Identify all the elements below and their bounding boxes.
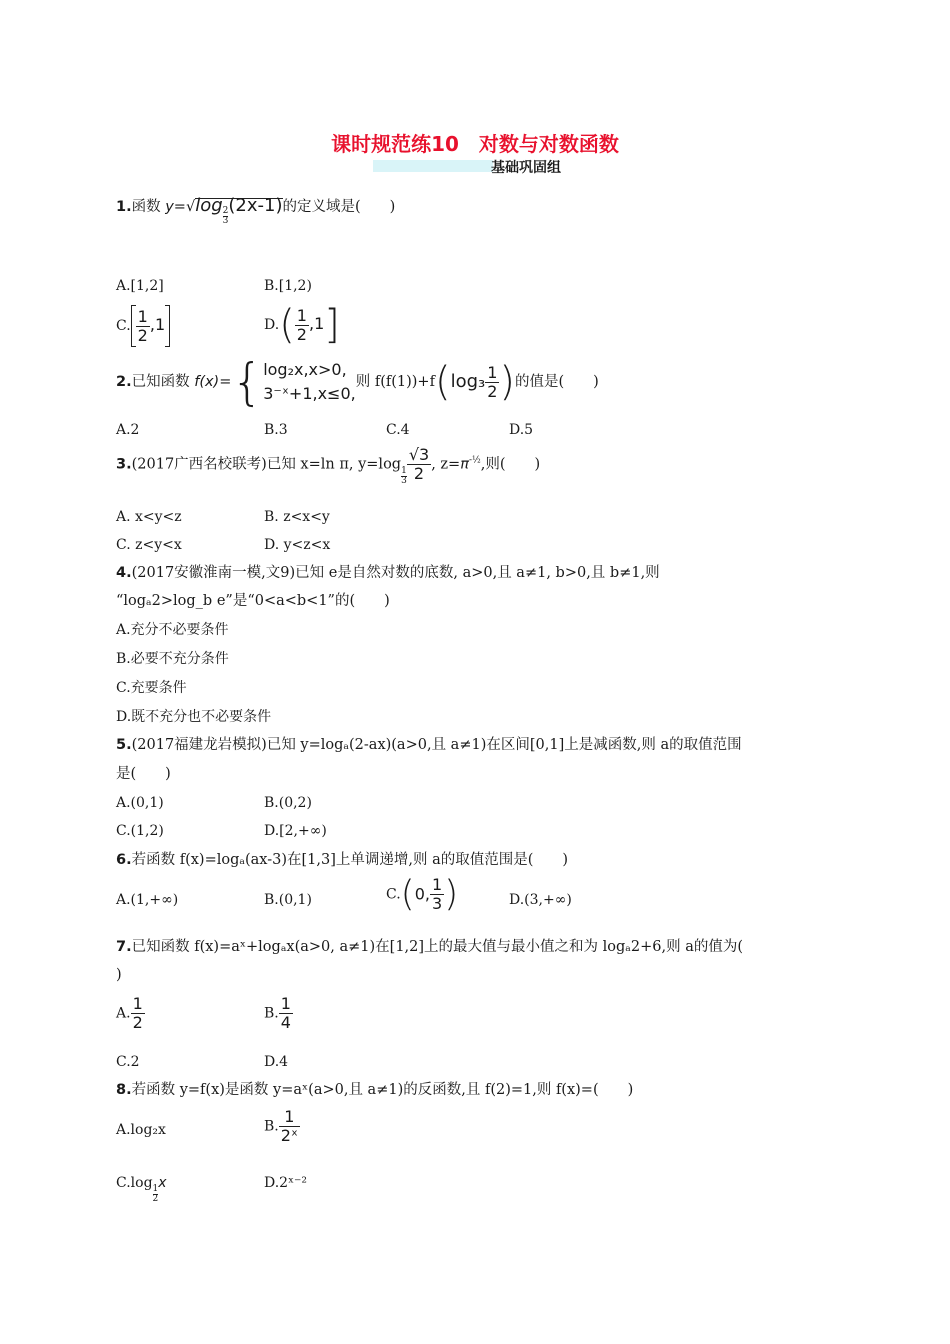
q5-option-b[interactable]: B.(0,2)	[264, 795, 312, 811]
q6-option-d[interactable]: D.(3,+∞)	[509, 892, 572, 908]
q5-option-d[interactable]: D.[2,+∞)	[264, 823, 327, 839]
q1-option-a[interactable]: A.[1,2]	[116, 278, 164, 294]
piecewise-brace: {	[231, 353, 264, 411]
question-2: 2.已知函数 f(x)={ log₂x,x>0, 3⁻ˣ+1,x≤0, 则 f(f(1))+f(log₃ $\frac{1}{2}$ )的值是( )	[116, 353, 599, 411]
question-3: 3.(2017广西名校联考)已知 x=ln π, y=log $\frac{1}{3}$ $\frac{√3}{2}$ , $z=\pi^{-\frac{1}{2}}$,则( )	[116, 445, 541, 486]
sqrt-radicand: log $\frac{2}{3}$ (2x-1)	[195, 195, 283, 226]
q6-option-b[interactable]: B.(0,1)	[264, 892, 312, 908]
q7-option-c[interactable]: C.2	[116, 1054, 140, 1070]
question-7: 7.已知函数 f(x)=aˣ+logₐx(a>0, a≠1)在[1,2]上的最大值与最小值之和为 logₐ2+6,则 a的值为(	[116, 939, 744, 955]
q4-option-c[interactable]: C.充要条件	[116, 680, 187, 696]
q8-option-b[interactable]: B. $\frac{1}{\text{2ˣ}}$	[264, 1107, 299, 1145]
q7-option-a[interactable]: A. $\frac{1}{2}$	[116, 994, 143, 1032]
question-6: 6.若函数 f(x)=logₐ(ax-3)在[1,3]上单调递增,则 a的取值范围是( )	[116, 852, 569, 868]
q8-option-c[interactable]: C.log $\frac{1}{2}$ x	[116, 1175, 167, 1204]
question-4-line-2: “logₐ2>log_b e”是“0<a<b<1”的( )	[116, 593, 390, 609]
question-8: 8.若函数 y=f(x)是函数 y=aˣ(a>0,且 a≠1)的反函数,且 f(2)=1,则 f(x)=( )	[116, 1082, 634, 1098]
question-7-line-2: )	[116, 967, 122, 983]
q2-option-d[interactable]: D.5	[509, 422, 534, 438]
q4-option-d[interactable]: D.既不充分也不必要条件	[116, 709, 272, 725]
q4-option-a[interactable]: A.充分不必要条件	[116, 622, 229, 638]
question-5: 5.(2017福建龙岩模拟)已知 y=logₐ(2-ax)(a>0,且 a≠1)在区间[0,1]上是减函数,则 a的取值范围	[116, 737, 742, 753]
q5-option-c[interactable]: C.(1,2)	[116, 823, 164, 839]
q2-option-a[interactable]: A.2	[116, 422, 140, 438]
q4-option-b[interactable]: B.必要不充分条件	[116, 651, 229, 667]
q2-option-b[interactable]: B.3	[264, 422, 288, 438]
question-number: 1.	[116, 199, 132, 215]
q3-option-d[interactable]: D. y<z<x	[264, 537, 331, 553]
q8-option-d[interactable]: D.2ˣ⁻²	[264, 1175, 308, 1191]
q6-option-c[interactable]: C.(0, $\frac{1}{3}$ )	[386, 873, 459, 915]
q3-option-b[interactable]: B. z<x<y	[264, 509, 330, 525]
q8-option-a[interactable]: A.log₂x	[116, 1122, 166, 1138]
subtitle-highlight	[373, 160, 493, 172]
q6-option-a[interactable]: A.(1,+∞)	[116, 892, 179, 908]
sqrt-sign: √	[185, 199, 196, 215]
page-title: 课时规范练10 对数与对数函数	[331, 132, 619, 156]
q7-option-d[interactable]: D.4	[264, 1054, 289, 1070]
q2-option-c[interactable]: C.4	[386, 422, 410, 438]
q1-option-d[interactable]: D.( $\frac{1}{2}$ ,1]	[264, 302, 340, 348]
piecewise-cases: log₂x,x>0, 3⁻ˣ+1,x≤0,	[263, 360, 356, 403]
q1-option-b[interactable]: B.[1,2)	[264, 278, 312, 294]
question-5-line-2: 是( )	[116, 766, 171, 782]
q3-option-a[interactable]: A. x<y<z	[116, 509, 182, 525]
q3-option-c[interactable]: C. z<y<x	[116, 537, 182, 553]
section-subtitle: 基础巩固组	[491, 160, 561, 176]
question-1: 1.函数 y=√log $\frac{2}{3}$ (2x-1)的定义域是( )	[116, 195, 396, 226]
question-4: 4.(2017安徽淮南一模,文9)已知 e是自然对数的底数, a>0,且 a≠1, b>0,且 b≠1,则	[116, 565, 660, 581]
q1-option-c[interactable]: C. $\frac{1}{2}$ ,1	[116, 305, 170, 347]
q5-option-a[interactable]: A.(0,1)	[116, 795, 164, 811]
q7-option-b[interactable]: B. $\frac{1}{4}$	[264, 994, 291, 1032]
